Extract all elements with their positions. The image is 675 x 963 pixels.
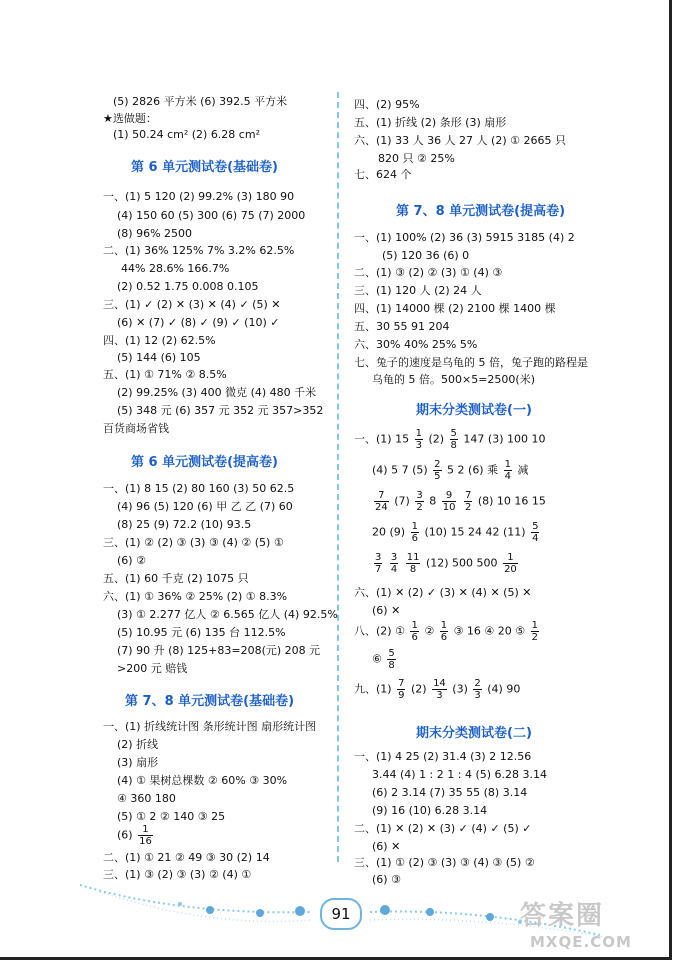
section-heading: 第 7、8 单元测试卷(基础卷) xyxy=(125,694,295,709)
denominator: 8 xyxy=(388,660,395,671)
denominator: 20 xyxy=(504,564,517,575)
answer-line: (6) 2 3.14 (7) 35 55 (8) 3.14 xyxy=(372,786,528,799)
answer-line xyxy=(354,428,545,451)
answer-line: (4) ① 果树总棵数 ② 60% ③ 30% xyxy=(117,774,288,787)
denominator: 24 xyxy=(375,502,388,513)
answer-line: >200 元 赔钱 xyxy=(117,662,188,675)
answer-line: (2) 折线 xyxy=(117,738,159,751)
answer-text: 8 xyxy=(429,494,437,508)
denominator: 6 xyxy=(411,632,418,643)
answer-line: 3.44 (4) 1 : 2 1 : 4 (5) 6.28 3.14 xyxy=(372,768,548,781)
answer-line: 六、(1) 33 人 36 人 27 人 (2) ① 2665 只 xyxy=(354,134,566,147)
answer-line: (6) ✕ (7) ✓ (8) ✓ (9) ✓ (10) ✓ xyxy=(117,316,280,329)
answer-line: (8) 25 (9) 72.2 (10) 93.5 xyxy=(117,518,252,531)
answer-text: (2) xyxy=(428,432,445,446)
fraction xyxy=(531,521,539,544)
answer-line: (8) 96% 2500 xyxy=(117,227,193,240)
answer-text: ② xyxy=(424,624,435,638)
answer-line: (6) ③ xyxy=(372,873,401,886)
answer-line: 一、(1) 100% (2) 36 (3) 5915 3185 (4) 2 xyxy=(354,231,575,244)
answer-line: 百货商场省钱 xyxy=(103,422,169,435)
answer-text: 九、(1) xyxy=(354,682,392,696)
answer-line: 五、(1) ① 71% ② 8.5% xyxy=(103,368,227,381)
fraction xyxy=(397,678,405,701)
denominator: 3 xyxy=(415,440,422,451)
fraction xyxy=(440,620,448,643)
answer-line: 三、(1) 120 人 (2) 24 人 xyxy=(354,284,482,297)
answer-line xyxy=(372,521,541,544)
fraction xyxy=(374,552,382,575)
answer-line: 三、(1) ✓ (2) ✕ (3) ✕ (4) ✓ (5) ✕ xyxy=(103,298,281,311)
numerator: 7 xyxy=(374,490,389,502)
answer-text: 147 (3) 100 10 xyxy=(463,432,546,446)
answer-line xyxy=(372,490,546,513)
answer-text: 一、(1) 15 xyxy=(354,432,410,446)
denominator: 6 xyxy=(440,632,448,643)
denominator: 3 xyxy=(436,690,443,701)
answer-line: (6) ✕ xyxy=(372,604,401,617)
watermark-text: 答案圈 xyxy=(520,901,605,931)
denominator: 7 xyxy=(375,564,382,575)
answer-line: 七、兔子的速度是乌龟的 5 倍，兔子跑的路程是 xyxy=(354,356,588,369)
answer-text: (4) 90 xyxy=(487,682,521,696)
answer-line: 四、(1) 14000 棵 (2) 2100 棵 1400 棵 xyxy=(354,302,556,315)
answer-line: 六、30% 40% 25% 5% xyxy=(354,338,478,351)
numerator: 9 xyxy=(442,490,457,502)
answer-text: (6) xyxy=(117,828,133,842)
answer-line: (9) 16 (10) 6.28 3.14 xyxy=(372,804,488,817)
answer-line: 三、(1) ① (2) ③ (3) ③ (4) ③ (5) ② xyxy=(354,856,535,869)
answer-text: (7) xyxy=(394,494,410,508)
answer-line: (5) 144 (6) 105 xyxy=(117,351,201,364)
denominator: 8 xyxy=(409,564,417,575)
denominator: 6 xyxy=(411,533,418,544)
answer-line: 二、(1) ③ (2) ② (3) ① (4) ③ xyxy=(354,266,503,279)
fraction xyxy=(390,552,398,575)
fraction xyxy=(432,678,447,701)
denominator: 4 xyxy=(390,564,398,575)
answer-line: (5) 120 36 (6) 0 xyxy=(382,249,470,262)
answer-text: 5 2 (6) 乘 xyxy=(447,463,499,477)
answer-line: 五、(1) 折线 (2) 条形 (3) 扇形 xyxy=(354,116,507,129)
answer-text: (2) xyxy=(410,682,427,696)
answer-line: (5) 2826 平方米 (6) 392.5 平方米 xyxy=(113,95,288,108)
section-heading: 第 6 单元测试卷(提高卷) xyxy=(131,455,278,470)
answer-line: 六、(1) ① 36% ② 25% (2) ① 8.3% xyxy=(103,590,288,603)
answer-line: (4) 96 (5) 120 (6) 甲 乙 乙 (7) 60 xyxy=(117,500,293,513)
numerator: 3 xyxy=(375,552,382,563)
answer-line: ④ 360 180 xyxy=(117,792,176,805)
answer-line: 二、(1) 36% 125% 7% 3.2% 62.5% xyxy=(103,244,295,257)
numerator: 1 xyxy=(503,552,518,564)
fraction xyxy=(406,552,421,575)
answer-line: (5) 10.95 元 (6) 135 台 112.5% xyxy=(117,626,286,639)
numerator: 7 xyxy=(464,490,472,501)
answer-line xyxy=(354,620,541,643)
answer-line xyxy=(117,824,155,847)
denominator: 2 xyxy=(531,632,539,643)
fraction xyxy=(374,490,389,513)
numerator: 5 xyxy=(388,648,395,659)
answer-text: (10) 15 24 42 (11) xyxy=(424,525,526,539)
fraction xyxy=(450,428,458,451)
answer-line: 七、624 个 xyxy=(354,168,412,181)
section-heading: 期末分类测试卷(一) xyxy=(416,403,532,418)
answer-line: 五、(1) 60 千克 (2) 1075 只 xyxy=(103,572,249,585)
answer-line: (5) 348 元 (6) 357 元 352 元 357>352 xyxy=(117,404,324,417)
answer-line: (6) ② xyxy=(117,554,146,567)
fraction xyxy=(387,648,395,671)
answer-line: (2) 99.25% (3) 400 微克 (4) 480 千米 xyxy=(117,386,317,399)
column-divider xyxy=(337,92,339,862)
fraction xyxy=(503,552,518,575)
answer-line: 一、(1) 8 15 (2) 80 160 (3) 50 62.5 xyxy=(103,482,295,495)
denominator: 9 xyxy=(398,690,405,701)
answer-line: (6) ✕ xyxy=(372,840,401,853)
numerator: 2 xyxy=(474,678,481,689)
answer-line: 二、(1) ① 21 ② 49 ③ 30 (2) 14 xyxy=(103,851,270,864)
answer-line: 一、(1) 4 25 (2) 31.4 (3) 2 12.56 xyxy=(354,750,532,763)
answer-line xyxy=(354,678,520,701)
answer-text: 20 (9) xyxy=(372,525,406,539)
answer-text: ⑥ xyxy=(372,652,382,666)
numerator: 14 xyxy=(433,678,446,689)
answer-text: (12) 500 500 xyxy=(425,556,498,570)
fraction xyxy=(415,490,423,513)
answer-line: 五、30 55 91 204 xyxy=(354,320,450,333)
answer-line: 六、(1) ✕ (2) ✓ (3) ✕ (4) ✕ (5) ✕ xyxy=(354,586,532,599)
answer-line: 四、(2) 95% xyxy=(354,98,420,111)
answer-line: 一、(1) 折线统计图 条形统计图 扇形统计图 xyxy=(103,720,317,733)
fraction xyxy=(410,620,418,643)
section-heading: 期末分类测试卷(二) xyxy=(416,726,532,741)
answer-line: 820 只 ② 25% xyxy=(378,152,455,165)
denominator: 2 xyxy=(416,502,423,513)
answer-line: (3) ① 2.277 亿人 ② 6.565 亿人 (4) 92.5% xyxy=(117,608,338,621)
page-number: 91 xyxy=(320,898,362,930)
answer-text: 减 xyxy=(517,463,529,477)
answer-line: (2) 0.52 1.75 0.008 0.105 xyxy=(117,280,259,293)
denominator: 5 xyxy=(434,471,441,482)
numerator: 5 xyxy=(450,428,457,439)
fraction xyxy=(411,521,419,544)
answer-line: 四、(1) 12 (2) 62.5% xyxy=(103,334,216,347)
answer-line xyxy=(372,459,528,482)
answer-line: 44% 28.6% 166.7% xyxy=(121,262,230,275)
fraction xyxy=(442,490,457,513)
answer-text: (3) xyxy=(452,682,468,696)
answer-line xyxy=(372,648,398,671)
numerator: 2 xyxy=(434,459,441,470)
fraction xyxy=(138,824,153,847)
answer-line: 二、(1) ✕ (2) ✕ (3) ✓ (4) ✓ (5) ✓ xyxy=(354,822,532,835)
numerator: 5 xyxy=(532,521,539,532)
answer-line: 三、(1) ③ (2) ③ (3) ② (4) ① xyxy=(103,868,252,881)
watermark-url: MXQE.COM xyxy=(530,933,632,951)
answer-line: (3) 扇形 xyxy=(117,756,159,769)
numerator: 3 xyxy=(416,490,423,501)
optional-label: ★选做题： xyxy=(103,112,157,125)
fraction xyxy=(415,428,423,451)
fraction xyxy=(433,459,441,482)
denominator: 4 xyxy=(532,533,539,544)
section-heading: 第 6 单元测试卷(基础卷) xyxy=(131,160,278,175)
fraction xyxy=(504,459,512,482)
denominator: 3 xyxy=(474,690,481,701)
numerator: 1 xyxy=(531,620,539,631)
numerator: 1 xyxy=(440,620,448,631)
numerator: 1 xyxy=(411,521,418,532)
answer-line: 乌龟的 5 倍。500×5=2500(米) xyxy=(372,373,535,386)
numerator: 1 xyxy=(138,824,153,836)
answer-text: (4) 5 7 (5) xyxy=(372,463,428,477)
fraction xyxy=(531,620,539,643)
numerator: 3 xyxy=(390,552,398,563)
fraction xyxy=(473,678,481,701)
numerator: 7 xyxy=(398,678,405,689)
denominator: 8 xyxy=(450,440,457,451)
watermark-logo xyxy=(520,895,632,951)
denominator: 2 xyxy=(464,502,472,513)
answer-text: 八、(2) ① xyxy=(354,624,405,638)
numerator: 1 xyxy=(411,620,418,631)
numerator: 1 xyxy=(504,459,511,470)
answer-text: (8) 10 16 15 xyxy=(477,494,546,508)
numerator: 1 xyxy=(415,428,422,439)
denominator: 10 xyxy=(442,502,456,513)
answer-line: (5) ① 2 ② 140 ③ 25 xyxy=(117,810,226,823)
answer-line: (1) 50.24 cm² (2) 6.28 cm² xyxy=(113,128,260,141)
numerator: 11 xyxy=(406,552,420,563)
section-heading: 第 7、8 单元测试卷(提高卷) xyxy=(396,204,566,219)
answer-line xyxy=(372,552,520,575)
answer-line: (4) 150 60 (5) 300 (6) 75 (7) 2000 xyxy=(117,209,306,222)
denominator: 16 xyxy=(139,836,152,847)
fraction xyxy=(464,490,472,513)
answer-text: ③ 16 ④ 20 ⑤ xyxy=(453,624,526,638)
denominator: 4 xyxy=(504,471,511,482)
answer-line: 三、(1) ② (2) ③ (3) ③ (4) ② (5) ① xyxy=(103,536,284,549)
answer-line: 一、(1) 5 120 (2) 99.2% (3) 180 90 xyxy=(103,190,295,203)
answer-line: (7) 90 升 (8) 125+83=208(元) 208 元 xyxy=(117,644,321,657)
